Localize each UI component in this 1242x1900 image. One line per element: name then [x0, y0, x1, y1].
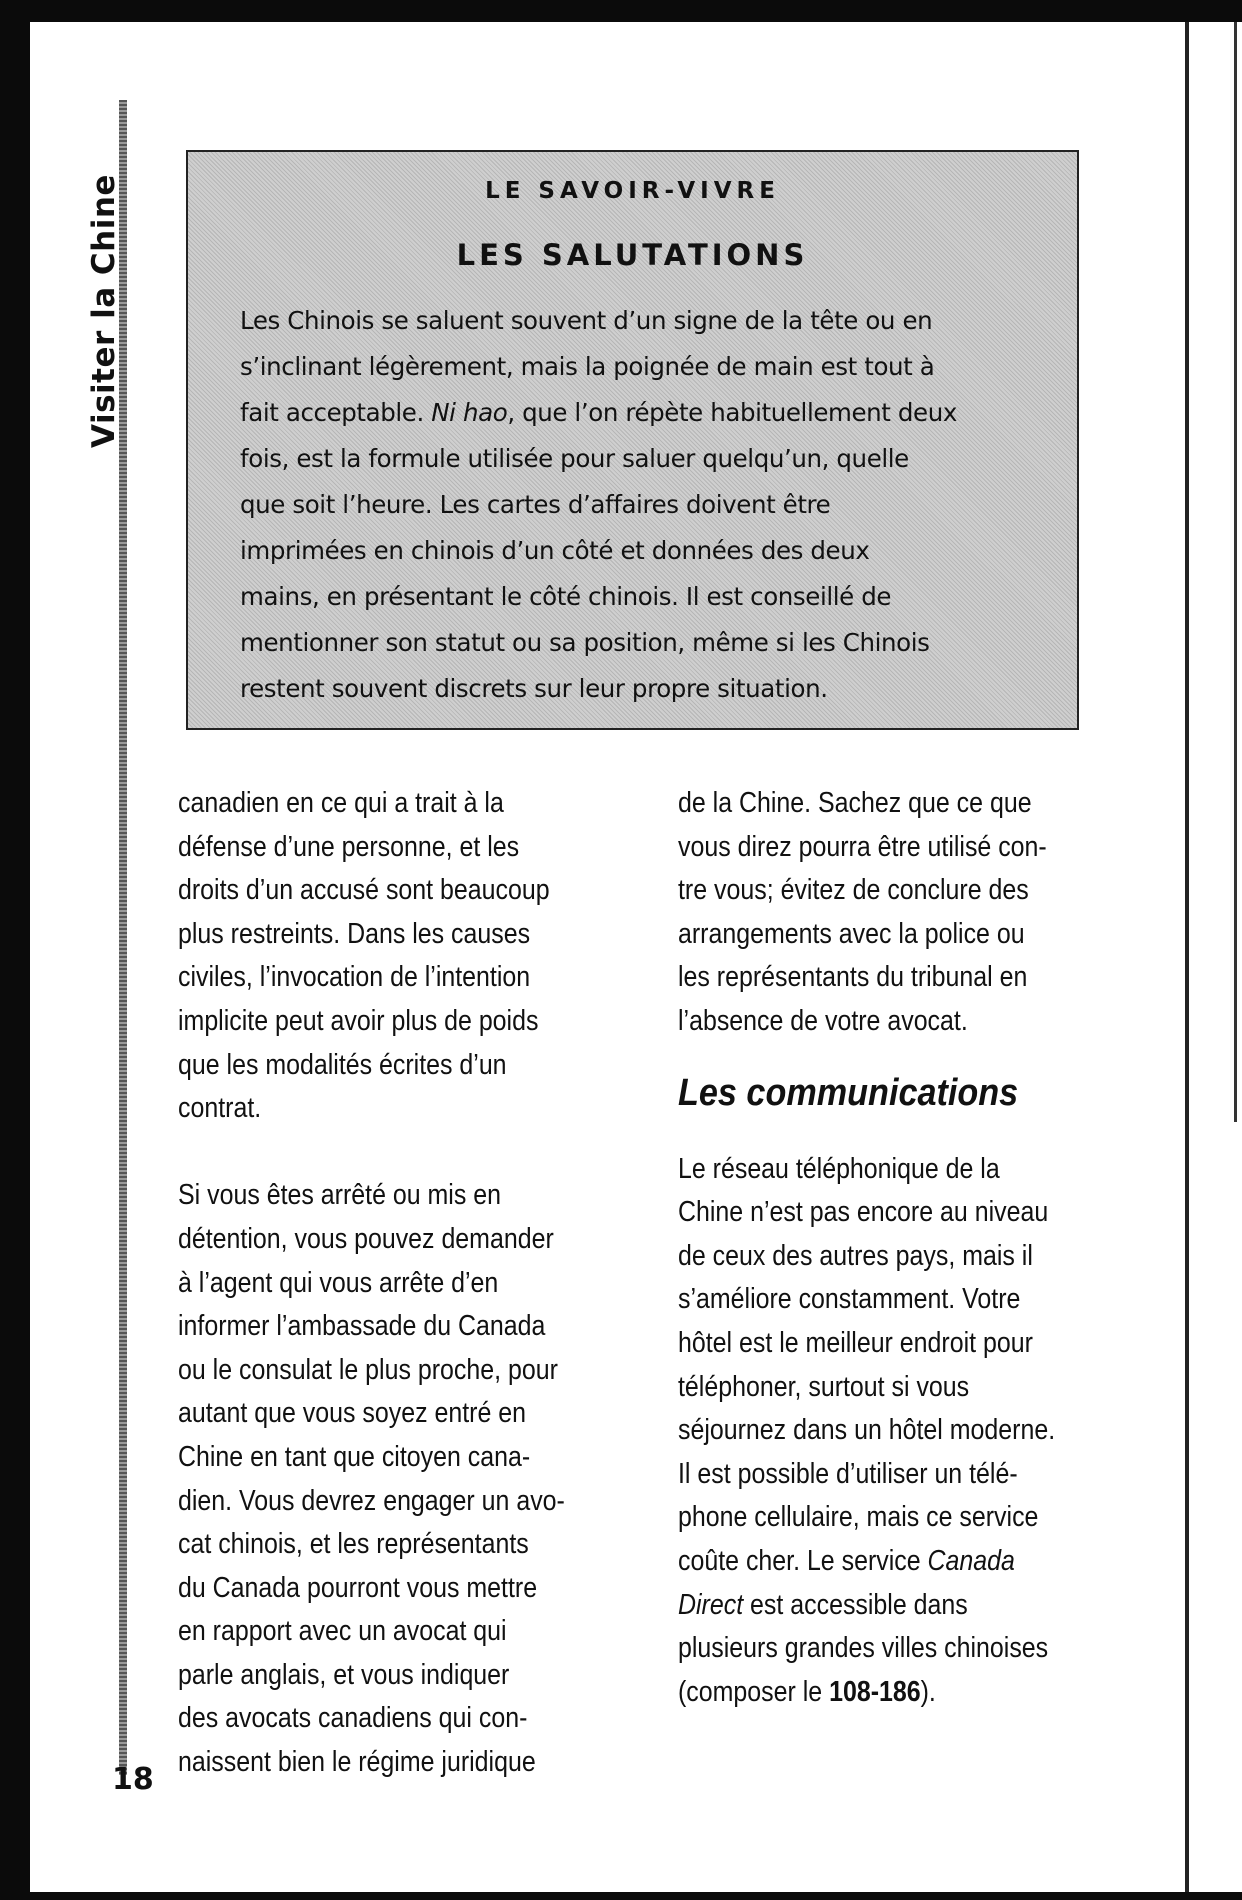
- text-line: téléphoner, surtout si vous: [678, 1370, 970, 1403]
- text-line: en rapport avec un avocat qui: [178, 1615, 507, 1648]
- scan-edge-right: [1234, 22, 1237, 1122]
- text-line: vous direz pourra être utilisé con-: [678, 830, 1047, 863]
- etiquette-sidebar-box: [186, 150, 1079, 730]
- text-line: [678, 1540, 1082, 1584]
- service-name-italic: Direct: [678, 1588, 744, 1621]
- box-text-run: , que l’on répète habituellement deux: [507, 398, 957, 427]
- box-line: Les Chinois se saluent souvent d’un signe de la tête ou en: [240, 306, 933, 335]
- box-line: que soit l’heure. Les cartes d’affaires doivent être: [240, 490, 831, 519]
- text-line: de la Chine. Sachez que ce que: [678, 787, 1032, 819]
- text-line: l’absence de votre avocat.: [678, 1004, 968, 1037]
- text-line: naissent bien le régime juridique: [178, 1746, 536, 1779]
- text-line: autant que vous soyez entré en: [178, 1397, 527, 1430]
- left-column: [178, 782, 648, 1785]
- text-line: défense d’une personne, et les: [178, 830, 520, 863]
- text-run: est accessible dans: [743, 1588, 968, 1621]
- text-line: droits d’un accusé sont beaucoup: [178, 874, 550, 907]
- scan-border-left: [0, 0, 30, 1900]
- text-line: détention, vous pouvez demander: [178, 1222, 554, 1255]
- text-line: civiles, l’invocation de l’intention: [178, 961, 531, 994]
- text-run: ).: [920, 1675, 936, 1708]
- text-run: (composer le: [678, 1675, 830, 1708]
- box-line: [240, 390, 1040, 436]
- running-section-title: Visiter la Chine: [86, 174, 122, 448]
- text-line: plus restreints. Dans les causes: [178, 917, 531, 950]
- box-italic-term: Ni hao: [431, 398, 508, 427]
- section-heading: Les communications: [678, 1071, 1019, 1114]
- box-line: s’inclinant légèrement, mais la poignée de main est tout à: [240, 352, 935, 381]
- text-line: plusieurs grandes villes chinoises: [678, 1632, 1049, 1665]
- text-line: ou le consulat le plus proche, pour: [178, 1353, 558, 1386]
- box-kicker: LE SAVOIR-VIVRE: [485, 178, 780, 204]
- page-number: 18: [112, 1762, 154, 1797]
- text-line: canadien en ce qui a trait à la: [178, 787, 504, 819]
- text-line: tre vous; évitez de conclure des: [678, 874, 1029, 907]
- text-line: Chine n’est pas encore au niveau: [678, 1196, 1049, 1229]
- scan-border-bottom: [0, 1892, 1242, 1900]
- box-line: fois, est la formule utilisée pour saluer quelqu’un, quelle: [240, 444, 909, 473]
- dial-code: 108-186: [829, 1675, 921, 1708]
- text-line: contrat.: [178, 1092, 262, 1125]
- text-line: Le réseau téléphonique de la: [678, 1152, 1000, 1185]
- text-line: s’améliore constamment. Votre: [678, 1283, 1021, 1316]
- text-line: Si vous êtes arrêté ou mis en: [178, 1179, 501, 1212]
- text-line: [678, 1584, 1082, 1628]
- box-line: restent souvent discrets sur leur propre situation.: [240, 674, 828, 703]
- text-line: séjournez dans un hôtel moderne.: [678, 1414, 1056, 1447]
- text-line: à l’agent qui vous arrête d’en: [178, 1266, 499, 1299]
- text-line: [678, 1671, 1082, 1715]
- right-column: [678, 782, 1148, 1714]
- box-text-run: fait acceptable.: [240, 398, 424, 427]
- text-line: informer l’ambassade du Canada: [178, 1310, 546, 1343]
- box-line: imprimées en chinois d’un côté et données des deux: [240, 536, 870, 565]
- box-line: mentionner son statut ou sa position, même si les Chinois: [240, 628, 930, 657]
- box-title: LES SALUTATIONS: [456, 238, 809, 272]
- text-line: les représentants du tribunal en: [678, 961, 1028, 994]
- paragraph-gap: [178, 1131, 648, 1175]
- text-line: du Canada pourront vous mettre: [178, 1571, 538, 1604]
- text-line: implicite peut avoir plus de poids: [178, 1004, 539, 1037]
- box-paragraph: [240, 298, 1040, 712]
- scan-border-top: [0, 0, 1242, 22]
- text-run: coûte cher. Le service: [678, 1544, 921, 1577]
- text-line: hôtel est le meilleur endroit pour: [678, 1326, 1033, 1359]
- text-line: cat chinois, et les représentants: [178, 1528, 529, 1561]
- scan-border-right: [1185, 22, 1189, 1892]
- text-line: parle anglais, et vous indiquer: [178, 1658, 510, 1691]
- text-line: Il est possible d’utiliser un télé-: [678, 1457, 1018, 1490]
- text-line: de ceux des autres pays, mais il: [678, 1239, 1033, 1272]
- box-line: mains, en présentant le côté chinois. Il est conseillé de: [240, 582, 892, 611]
- text-line: que les modalités écrites d’un: [178, 1048, 507, 1081]
- text-line: arrangements avec la police ou: [678, 917, 1025, 950]
- text-line: des avocats canadiens qui con-: [178, 1702, 528, 1735]
- text-line: Chine en tant que citoyen cana-: [178, 1440, 531, 1473]
- text-line: dien. Vous devrez engager un avo-: [178, 1484, 565, 1517]
- text-line: phone cellulaire, mais ce service: [678, 1501, 1039, 1534]
- service-name-italic: Canada: [927, 1544, 1015, 1577]
